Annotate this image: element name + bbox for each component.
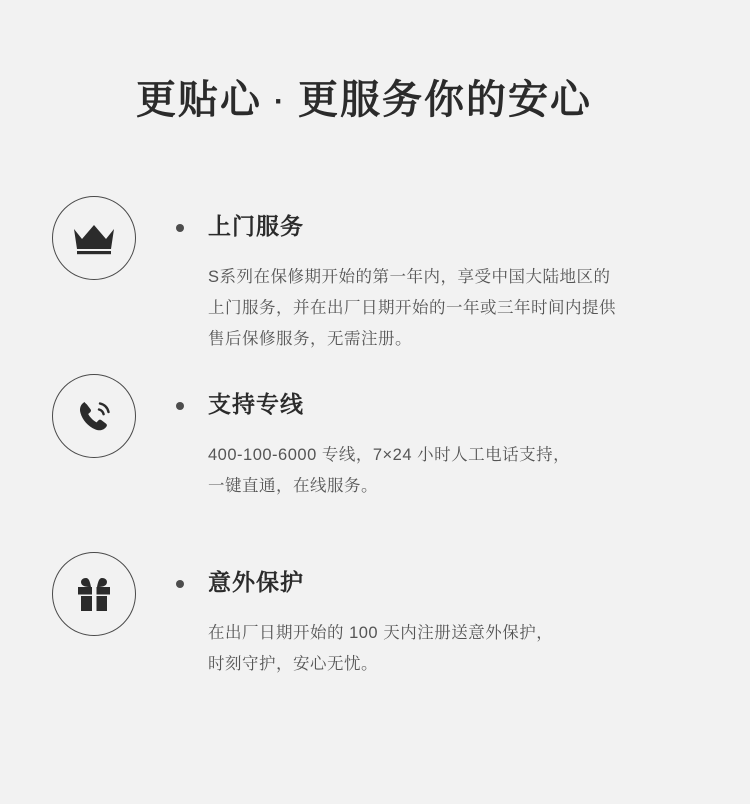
- page-title: [136, 68, 592, 125]
- crown-icon: [52, 196, 136, 280]
- description-line: 一键直通，在线服务。: [208, 477, 378, 495]
- list-item: [0, 180, 750, 358]
- phone-call-icon: [52, 374, 136, 458]
- list-item: [0, 358, 750, 536]
- list-item: [0, 536, 750, 714]
- description-line: 上门服务，并在出厂日期开始的一年或三年时间内提供: [208, 299, 616, 317]
- list-item-description: [208, 262, 688, 355]
- description-line: 售后保修服务，无需注册。: [208, 330, 412, 348]
- page-title-right: 更服务你的安心: [298, 78, 592, 122]
- page-title-separator: ·: [274, 85, 286, 119]
- gift-icon: [52, 552, 136, 636]
- list-item-description: [208, 618, 688, 680]
- description-line: 在出厂日期开始的 100 天内注册送意外保护，: [208, 624, 554, 642]
- description-line: 时刻守护，安心无忧。: [208, 655, 378, 673]
- list-bullet: [176, 580, 184, 588]
- list-item-title: 意外保护: [208, 569, 304, 595]
- description-line: 400-100-6000 专线，7×24 小时人工电话支持，: [208, 446, 571, 464]
- description-line: S系列在保修期开始的第一年内，享受中国大陆地区的: [208, 268, 611, 286]
- list-bullet: [176, 402, 184, 410]
- page-title-left: 更贴心: [136, 78, 262, 122]
- list-item-description: [208, 440, 688, 502]
- service-list: [0, 180, 750, 714]
- list-bullet: [176, 224, 184, 232]
- list-item-title: 支持专线: [208, 391, 304, 417]
- list-item-title: 上门服务: [208, 213, 304, 239]
